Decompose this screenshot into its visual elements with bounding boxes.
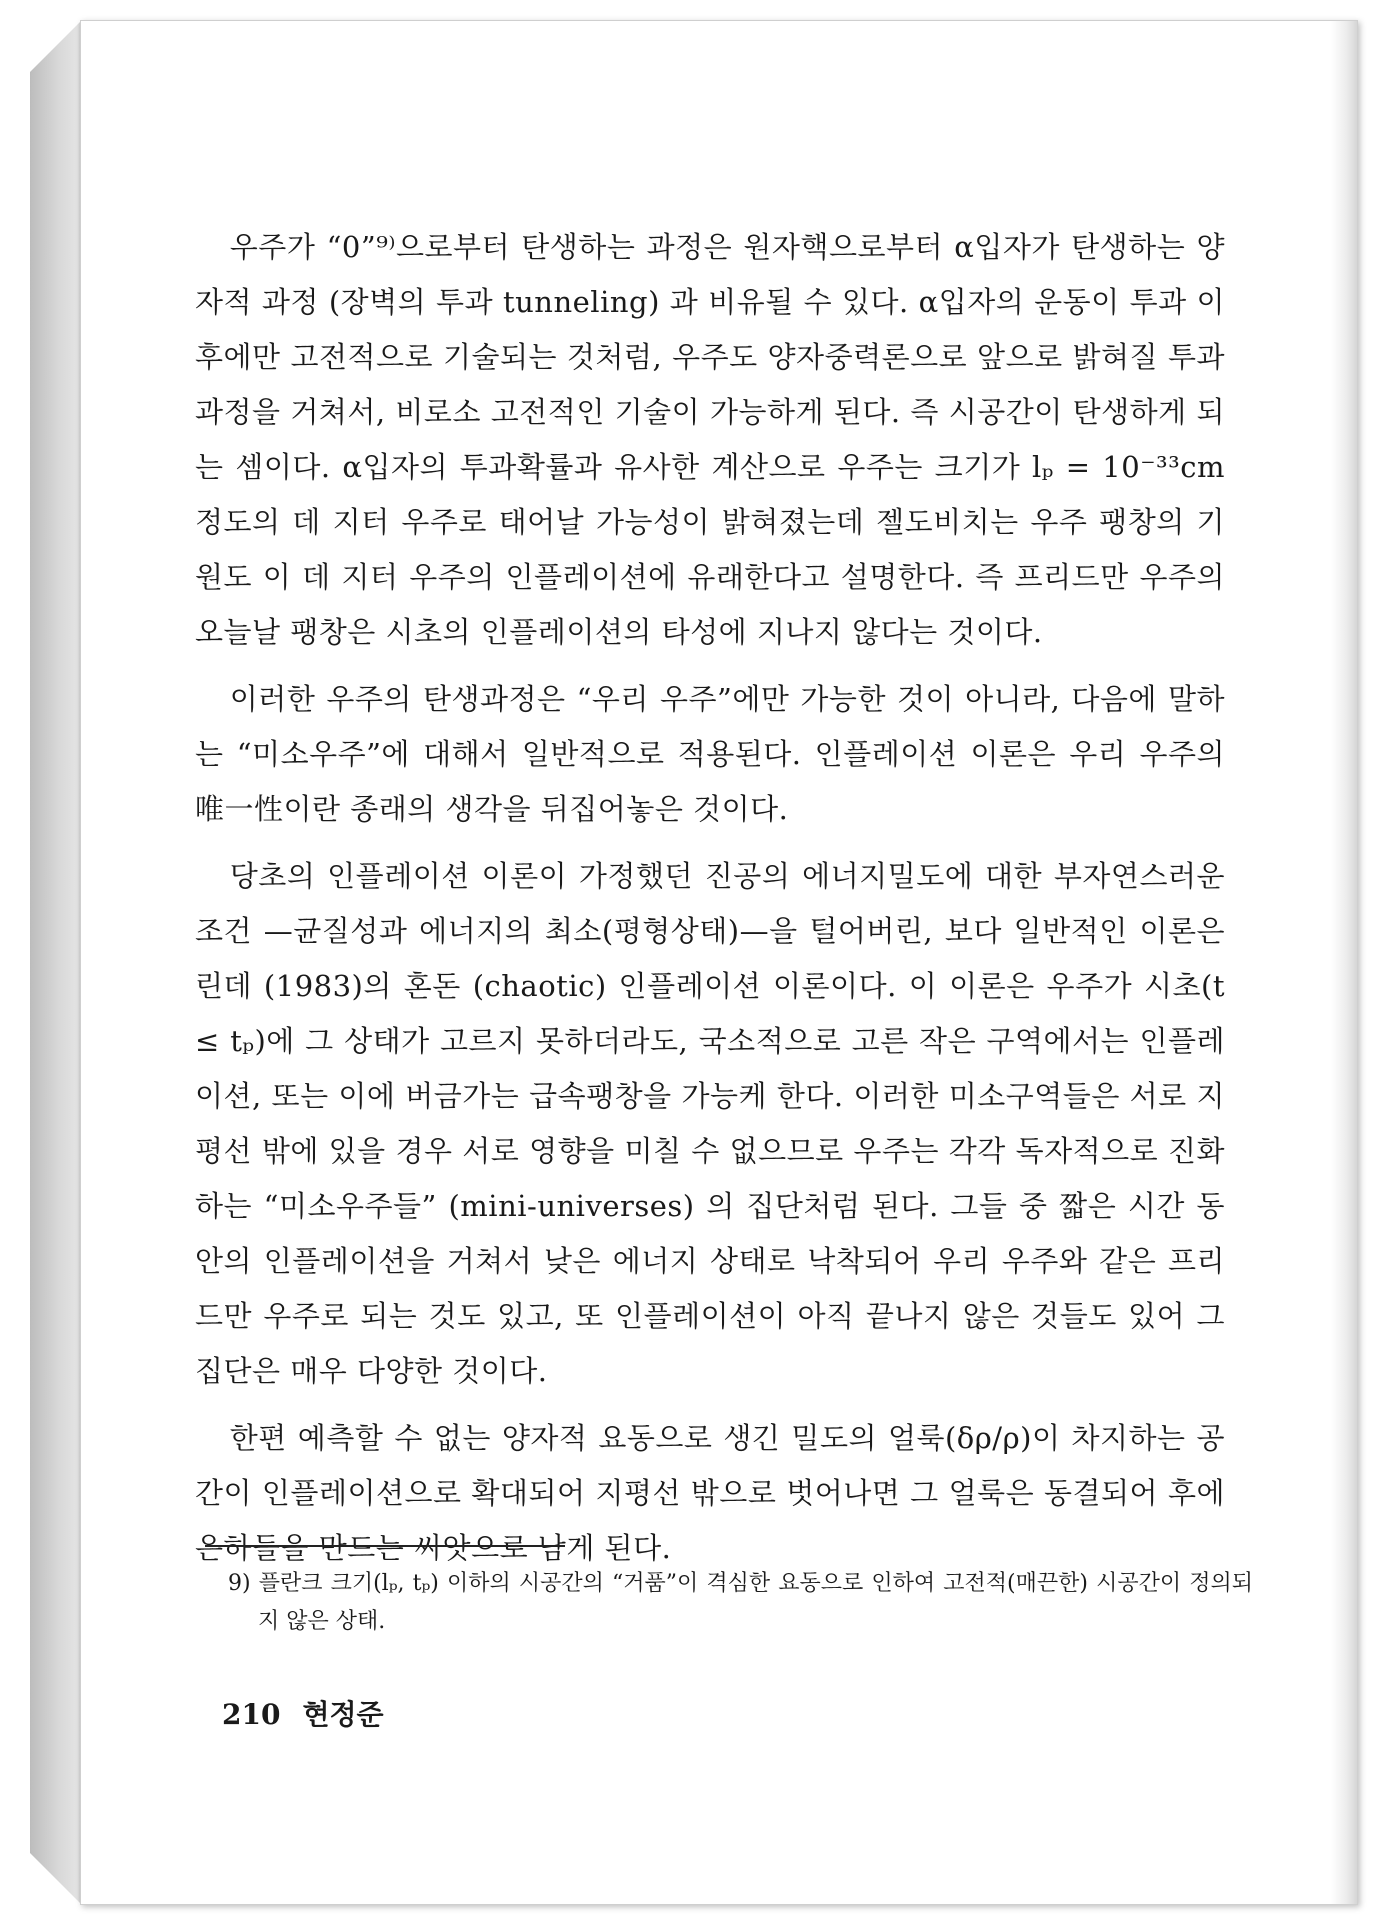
running-author: 현정준 — [302, 1698, 384, 1731]
paragraph-4: 한편 예측할 수 없는 양자적 요동으로 생긴 밀도의 얼룩(δρ/ρ)이 차지하는 공간이 인플레이션으로 확대되어 지평선 밖으로 벗어나면 그 얼룩은 동결되어 후에 은하들을 만드는 씨앗으로 남게 된다. — [195, 1421, 1225, 1565]
paragraph-1: 우주가 “0”⁹⁾으로부터 탄생하는 과정은 원자핵으로부터 α입자가 탄생하는 양자적 과정 (장벽의 투과 tunneling) 과 비유될 수 있다. α입자의 운동이 투과 이후에만 고전적으로 기술되는 것처럼, 우주도 양자중력론으로 앞으로 밝혀질 투과과정을 거쳐서, 비로소 고전적인 기술이 가능하게 된다. 즉 시공간이 탄생하게 되는 셈이다. α입자의 투과확률과 유사한 계산으로 우주는 크기가 lₚ = 10⁻³³cm 정도의 데 지터 우주로 태어날 가능성이 밝혀졌는데 젤도비치는 우주 팽창의 기원도 이 데 지터 우주의 인플레이션에 유래한다고 설명한다. 즉 프리드만 우주의 오늘날 팽창은 시초의 인플레이션의 타성에 지나지 않다는 것이다. — [195, 230, 1225, 649]
page-edge — [1331, 21, 1357, 1904]
footnote: 9) 플란크 크기(lₚ, tₚ) 이하의 시공간의 “거품”이 격심한 요동으로 인하여 고전적(매끈한) 시공간이 정의되지 않은 상태. — [228, 1571, 1253, 1634]
footnote-divider — [205, 1545, 565, 1547]
paragraph-2: 이러한 우주의 탄생과정은 “우리 우주”에만 가능한 것이 아니라, 다음에 말하는 “미소우주”에 대해서 일반적으로 적용된다. 인플레이션 이론은 우리 우주의 唯一性이란 종래의 생각을 뒤집어놓은 것이다. — [195, 682, 1225, 826]
paragraph-3: 당초의 인플레이션 이론이 가정했던 진공의 에너지밀도에 대한 부자연스러운 조건 —균질성과 에너지의 최소(평형상태)—을 털어버린, 보다 일반적인 이론은 린데 (1983)의 혼돈 (chaotic) 인플레이션 이론이다. 이 이론은 우주가 시초(t ≤ tₚ)에 그 상태가 고르지 못하더라도, 국소적으로 고른 작은 구역에서는 인플레이션, 또는 이에 버금가는 급속팽창을 가능케 한다. 이러한 미소구역들은 서로 지평선 밖에 있을 경우 서로 영향을 미칠 수 없으므로 우주는 각각 독자적으로 진화하는 “미소우주들” (mini-universes) 의 집단처럼 된다. 그들 중 짧은 시간 동안의 인플레이션을 거쳐서 낮은 에너지 상태로 낙착되어 우리 우주와 같은 프리드만 우주로 되는 것도 있고, 또 인플레이션이 아직 끝나지 않은 것들도 있어 그 집단은 매우 다양한 것이다. — [195, 859, 1225, 1388]
book-spine — [30, 20, 82, 1905]
page-number: 210 — [222, 1698, 281, 1731]
page-footer — [222, 1695, 406, 1735]
body-text — [195, 220, 1225, 1576]
